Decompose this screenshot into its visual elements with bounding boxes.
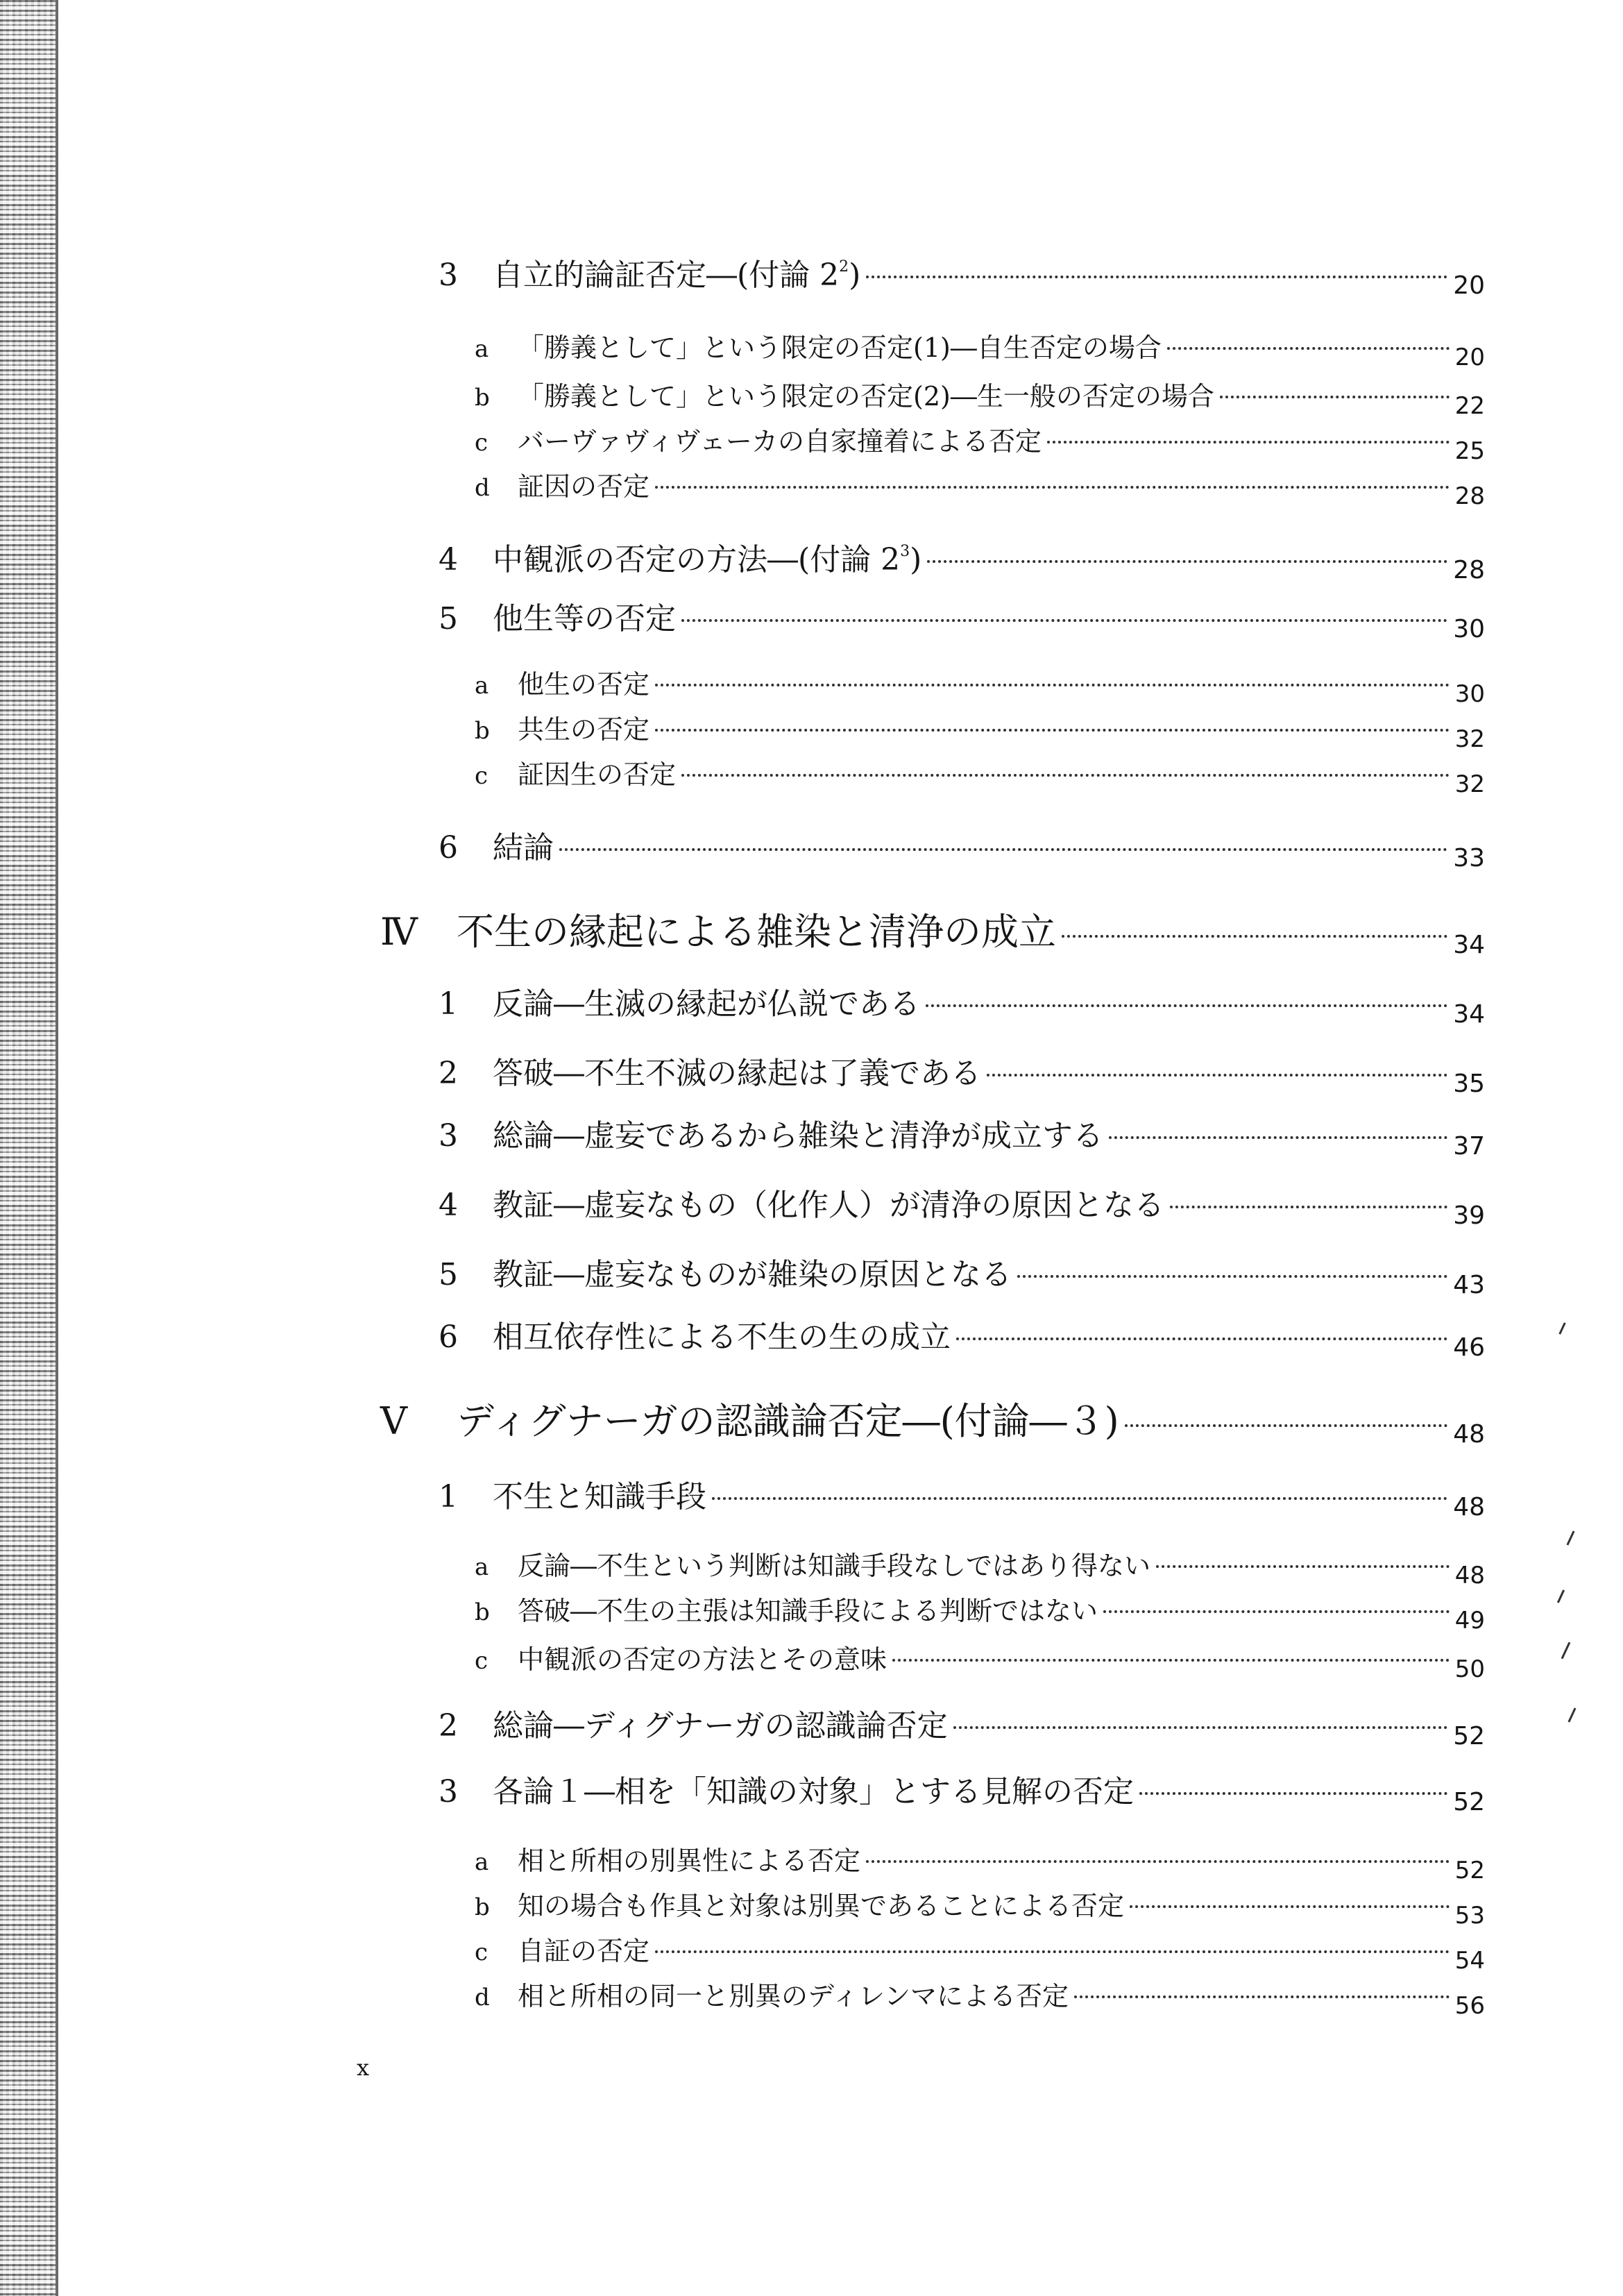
toc-entry-page: 30 <box>1454 680 1485 708</box>
toc-entry-title-text: 中観派の否定の方法―(付論 2 <box>493 542 901 577</box>
toc-entry-page: 52 <box>1453 1722 1485 1750</box>
toc-entry-title <box>493 1180 1164 1224</box>
toc-entry-number: Ⅳ <box>380 910 418 954</box>
toc-entry-title <box>518 663 649 701</box>
toc-entry-title-text: 知の場合も作具と対象は別異であることによる否定 <box>518 1891 1125 1921</box>
toc-dot-leader <box>1062 935 1447 938</box>
toc-entry <box>475 420 1485 465</box>
toc-entry-title <box>518 375 1214 413</box>
toc-entry-number: 4 <box>439 542 458 577</box>
scan-mark <box>1557 1589 1565 1603</box>
toc-entry-number: c <box>475 1647 488 1675</box>
toc-entry <box>475 1839 1485 1884</box>
toc-entry <box>439 822 1485 872</box>
toc-dot-leader <box>1220 396 1450 398</box>
toc-entry-number: 3 <box>439 1774 458 1809</box>
toc-entry-title <box>518 753 676 791</box>
toc-entry-title-text: 教証―虚妄なもの（化作人）が清浄の原因となる <box>493 1188 1164 1223</box>
toc-entry <box>475 1589 1485 1635</box>
toc-entry-title <box>457 1392 1119 1445</box>
toc-dot-leader <box>953 1726 1448 1729</box>
toc-entry <box>475 753 1485 798</box>
toc-dot-leader <box>1167 347 1450 350</box>
toc-entry-title-text: 不生の縁起による雑染と清浄の成立 <box>457 910 1056 954</box>
toc-dot-leader <box>926 1004 1447 1007</box>
toc-entry-title-text: 反論―生滅の縁起が仏説である <box>493 986 920 1022</box>
toc-dot-leader <box>1170 1206 1447 1208</box>
toc-dot-leader <box>1047 441 1450 444</box>
toc-entry-title <box>493 1111 1103 1155</box>
toc-entry-title-text: 自立的論証否定―(付論 2 <box>493 258 840 293</box>
toc-entry <box>439 1048 1485 1098</box>
toc-entry-number: 3 <box>439 258 458 293</box>
toc-entry-title <box>493 1048 981 1092</box>
toc-entry-title <box>493 250 860 294</box>
toc-dot-leader <box>866 276 1447 278</box>
toc-entry-number: c <box>475 429 488 457</box>
scan-binding-edge <box>0 0 56 2296</box>
toc-entry-number: 2 <box>439 1708 458 1744</box>
toc-entry-title <box>493 593 676 638</box>
toc-entry-number: 5 <box>439 1257 458 1292</box>
toc-entry-page: 48 <box>1454 1562 1485 1589</box>
toc-entry-title <box>493 822 554 867</box>
toc-entry-page: 53 <box>1454 1902 1485 1930</box>
toc-entry-number: 1 <box>439 986 458 1022</box>
toc-entry-title-suffix: ) <box>910 542 922 577</box>
toc-entry-page: 52 <box>1453 1788 1485 1816</box>
toc-entry-title-text: 他生の否定 <box>518 669 650 700</box>
toc-entry-number: a <box>475 1553 489 1581</box>
toc-entry-title <box>518 1884 1124 1923</box>
toc-dot-leader <box>655 684 1450 686</box>
toc-entry-superscript: 3 <box>900 543 910 561</box>
toc-entry-title <box>457 902 1056 956</box>
toc-dot-leader <box>1125 1424 1447 1427</box>
toc-entry-title <box>493 1471 706 1516</box>
toc-dot-leader <box>655 486 1450 489</box>
toc-dot-leader <box>866 1860 1450 1863</box>
toc-entry-title <box>518 420 1042 458</box>
toc-entry-page: 20 <box>1453 271 1485 300</box>
toc-entry-title <box>518 1589 1098 1628</box>
toc-entry-page: 35 <box>1453 1070 1485 1098</box>
toc-entry <box>439 1180 1485 1230</box>
toc-entry-page: 25 <box>1454 437 1485 465</box>
toc-entry-title-text: 答破―不生の主張は知識手段による判断ではない <box>518 1596 1098 1626</box>
toc-entry-number: 1 <box>439 1479 458 1514</box>
toc-dot-leader <box>655 729 1450 732</box>
toc-entry-title-text: 共生の否定 <box>518 714 650 745</box>
toc-entry-title-text: 教証―虚妄なものが雑染の原因となる <box>493 1257 1012 1292</box>
toc-dot-leader <box>1139 1792 1447 1795</box>
toc-dot-leader <box>681 774 1450 777</box>
toc-entry-page: 48 <box>1453 1420 1485 1449</box>
toc-entry <box>439 1700 1485 1750</box>
toc-entry <box>475 708 1485 753</box>
toc-entry-page: 50 <box>1454 1655 1485 1683</box>
toc-entry-number: b <box>475 384 490 412</box>
toc-entry-title <box>493 1312 951 1356</box>
toc-entry-title-suffix: ) <box>849 258 861 293</box>
scan-binding-shadow <box>56 0 58 2296</box>
toc-entry-number: b <box>475 1893 490 1921</box>
toc-dot-leader <box>927 560 1447 563</box>
toc-entry <box>439 534 1485 584</box>
toc-entry-title-text: 反論―不生という判断は知識手段なしではあり得ない <box>518 1551 1151 1581</box>
toc-entry-title <box>518 1839 860 1877</box>
toc-entry-page: 34 <box>1453 1000 1485 1029</box>
toc-dot-leader <box>655 1950 1450 1953</box>
page-number-footer: x <box>357 2054 370 2081</box>
toc-entry-page: 22 <box>1454 392 1485 420</box>
toc-entry-page: 56 <box>1454 1992 1485 2020</box>
toc-entry-page: 52 <box>1454 1857 1485 1884</box>
toc-entry <box>439 979 1485 1029</box>
toc-entry-title <box>493 1766 1134 1811</box>
toc-dot-leader <box>892 1659 1450 1662</box>
toc-entry-title-text: 証因生の否定 <box>518 759 677 790</box>
toc-entry-title <box>493 1249 1012 1294</box>
toc-entry-number: d <box>475 474 490 502</box>
toc-entry-superscript: 2 <box>839 258 849 276</box>
toc-entry-title <box>518 326 1162 364</box>
toc-entry-number: a <box>475 1848 489 1876</box>
toc-entry-title-text: ディグナーガの認識論否定―(付論―３) <box>457 1399 1119 1443</box>
toc-entry-number: 3 <box>439 1118 458 1154</box>
toc-dot-leader <box>681 619 1447 622</box>
toc-dot-leader <box>1017 1275 1447 1278</box>
toc-entry-title-text: 各論１―相を「知識の対象」とする見解の否定 <box>493 1774 1134 1809</box>
toc-entry-title <box>518 465 649 503</box>
toc-dot-leader <box>1130 1905 1450 1908</box>
toc-entry-page: 37 <box>1453 1132 1485 1160</box>
toc-entry <box>475 375 1485 420</box>
toc-entry-title-text: 他生等の否定 <box>493 601 676 636</box>
scan-mark <box>1566 1530 1574 1545</box>
toc-entry-page: 28 <box>1454 482 1485 510</box>
toc-entry-number: c <box>475 762 488 790</box>
toc-entry <box>439 1312 1485 1362</box>
scan-mark <box>1561 1642 1571 1660</box>
toc-entry <box>475 663 1485 708</box>
toc-entry-page: 34 <box>1453 931 1485 959</box>
toc-entry <box>439 1766 1485 1816</box>
toc-entry-number: 6 <box>439 830 458 866</box>
scan-mark <box>1558 1322 1565 1335</box>
toc-entry-number: 5 <box>439 601 458 636</box>
toc-dot-leader <box>1156 1565 1450 1568</box>
toc-entry <box>475 326 1485 371</box>
toc-dot-leader <box>1074 1995 1450 1998</box>
toc-dot-leader <box>559 848 1447 851</box>
toc-entry-page: 28 <box>1453 556 1485 584</box>
toc-entry-page: 43 <box>1453 1271 1485 1299</box>
toc-entry <box>439 1249 1485 1299</box>
toc-entry-number: a <box>475 672 489 700</box>
toc-entry-title-text: 結論 <box>493 830 554 866</box>
toc-entry <box>475 1884 1485 1930</box>
toc-entry <box>439 250 1485 300</box>
toc-entry-page: 48 <box>1453 1493 1485 1521</box>
toc-entry-title <box>518 1638 887 1676</box>
toc-entry-title-text: 「勝義として」という限定の否定(1)―自生否定の場合 <box>518 332 1162 363</box>
toc-entry-page: 33 <box>1453 844 1485 872</box>
toc-entry-number: c <box>475 1939 488 1966</box>
toc-entry-title-text: 中観派の否定の方法とその意味 <box>518 1644 887 1675</box>
toc-entry-title-text: 相と所相の同一と別異のディレンマによる否定 <box>518 1981 1069 2011</box>
toc-entry-title-text: 不生と知識手段 <box>493 1479 706 1514</box>
toc-entry <box>380 902 1485 959</box>
toc-entry-page: 20 <box>1454 344 1485 371</box>
toc-entry-page: 49 <box>1454 1607 1485 1635</box>
toc-entry-title-text: 答破―不生不滅の縁起は了義である <box>493 1056 981 1091</box>
toc-entry-title-text: 総論―ディグナーガの認識論否定 <box>493 1708 948 1744</box>
toc-entry-title-text: 自証の否定 <box>518 1936 650 1966</box>
scan-mark <box>1567 1707 1576 1722</box>
toc-entry-title <box>518 1975 1069 2013</box>
toc-entry-title <box>518 1930 649 1968</box>
toc-entry-title-text: 証因の否定 <box>518 471 650 502</box>
toc-entry-number: 4 <box>439 1188 458 1223</box>
toc-entry <box>439 593 1485 643</box>
toc-entry-page: 54 <box>1454 1947 1485 1975</box>
toc-entry-title-text: 相互依存性による不生の生の成立 <box>493 1319 951 1355</box>
toc-entry-number: d <box>475 1984 490 2011</box>
toc-entry-number: b <box>475 1598 490 1626</box>
toc-entry-page: 46 <box>1453 1333 1485 1362</box>
toc-entry-number: Ⅴ <box>380 1399 407 1443</box>
toc-entry <box>439 1111 1485 1160</box>
toc-entry-title <box>493 534 921 579</box>
toc-dot-leader <box>987 1074 1447 1077</box>
toc-entry <box>475 1930 1485 1975</box>
toc-entry-title <box>518 708 649 746</box>
toc-entry-page: 30 <box>1453 615 1485 643</box>
toc-entry <box>475 1544 1485 1589</box>
toc-entry-title <box>493 979 920 1023</box>
toc-entry-page: 32 <box>1454 725 1485 753</box>
toc-dot-leader <box>1103 1610 1450 1613</box>
toc-dot-leader <box>712 1497 1447 1500</box>
toc-entry-number: b <box>475 717 490 745</box>
toc-entry-title-text: 相と所相の別異性による否定 <box>518 1846 861 1876</box>
toc-entry <box>380 1392 1485 1449</box>
toc-entry-title-text: バーヴァヴィヴェーカの自家撞着による否定 <box>518 426 1042 457</box>
toc-entry-title-text: 総論―虚妄であるから雑染と清浄が成立する <box>493 1118 1103 1154</box>
toc-entry-page: 32 <box>1454 770 1485 798</box>
toc-entry <box>475 1975 1485 2020</box>
toc-entry <box>475 1638 1485 1683</box>
toc-entry-number: a <box>475 335 489 363</box>
toc-entry-number: 6 <box>439 1319 458 1355</box>
toc-dot-leader <box>1109 1136 1447 1139</box>
toc-entry <box>439 1471 1485 1521</box>
toc-entry-number: 2 <box>439 1056 458 1091</box>
toc-entry <box>475 465 1485 510</box>
toc-dot-leader <box>956 1337 1447 1340</box>
toc-entry-title-text: 「勝義として」という限定の否定(2)―生一般の否定の場合 <box>518 381 1214 412</box>
toc-entry-page: 39 <box>1453 1201 1485 1230</box>
toc-entry-title <box>518 1544 1150 1582</box>
toc-entry-title <box>493 1700 948 1745</box>
